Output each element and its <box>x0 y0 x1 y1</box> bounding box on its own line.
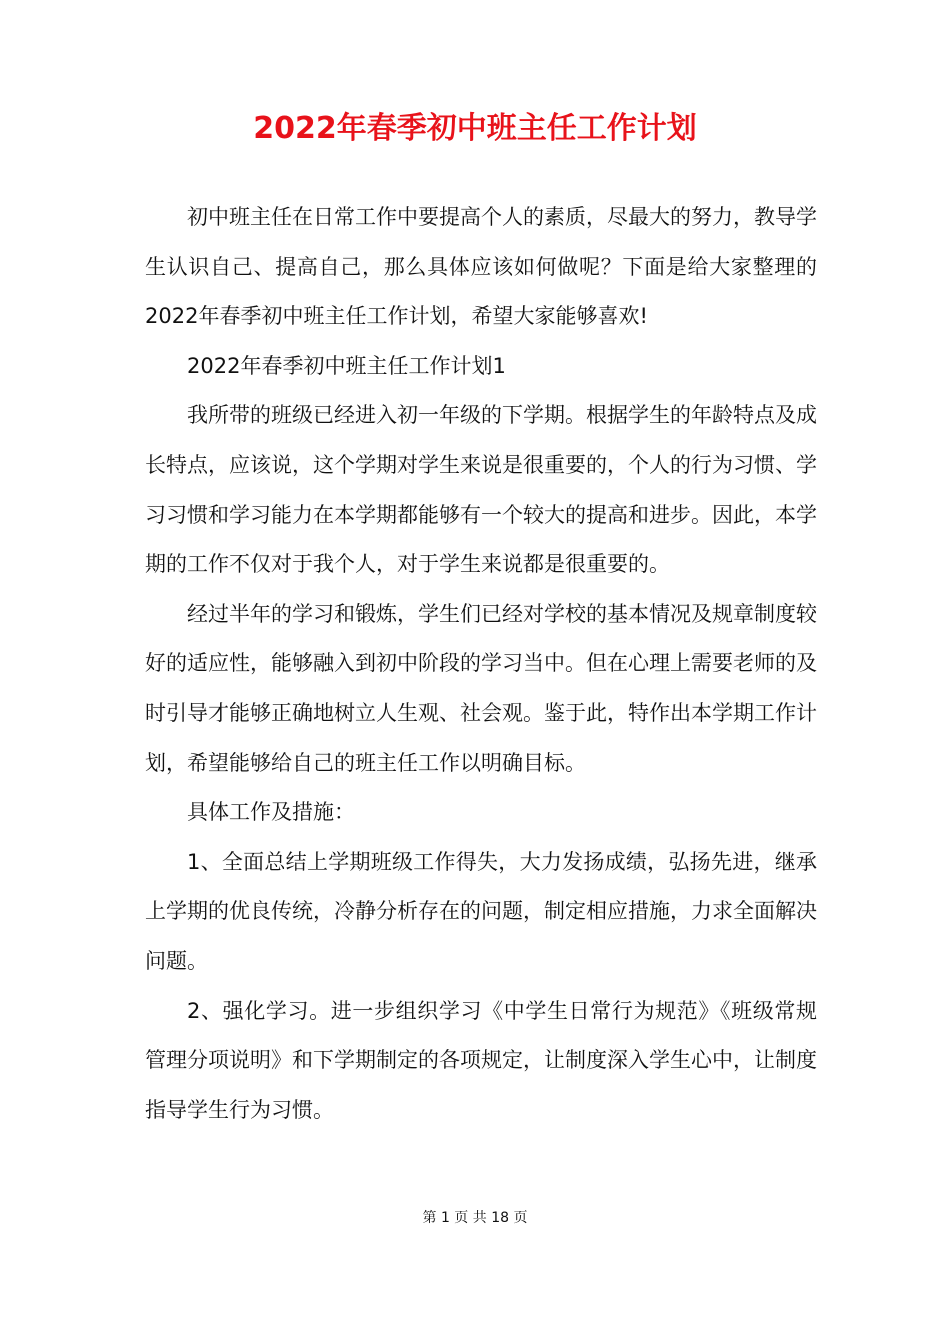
list-item: 1、全面总结上学期班级工作得失，大力发扬成绩，弘扬先进，继承上学期的优良传统，冷静分析存在的问题，制定相应措施，力求全面解决问题。 <box>145 849 817 973</box>
page-number-footer: 第 1 页 共 18 页 <box>422 1210 528 1226</box>
measures-heading: 具体工作及措施： <box>187 800 355 825</box>
section-heading: 2022年春季初中班主任工作计划1 <box>187 353 506 378</box>
body-paragraph: 我所带的班级已经进入初一年级的下学期。根据学生的年龄特点及成长特点，应该说，这个学期对学生来说是很重要的，个人的行为习惯、学习习惯和学习能力在本学期都能够有一个较大的提高和进步。因此，本学期的工作不仅对于我个人，对于学生来说都是很重要的。 <box>145 403 817 577</box>
list-item: 2、强化学习。进一步组织学习《中学生日常行为规范》《班级常规管理分项说明》和下学期制定的各项规定，让制度深入学生心中，让制度指导学生行为习惯。 <box>145 998 817 1122</box>
document-body <box>145 193 817 1135</box>
body-paragraph: 经过半年的学习和锻炼，学生们已经对学校的基本情况及规章制度较好的适应性，能够融入到初中阶段的学习当中。但在心理上需要老师的及时引导才能够正确地树立人生观、社会观。鉴于此，特作出本学期工作计划，希望能够给自己的班主任工作以明确目标。 <box>145 601 817 775</box>
document-title: 2022年春季初中班主任工作计划 <box>253 111 697 146</box>
intro-paragraph: 初中班主任在日常工作中要提高个人的素质，尽最大的努力，教导学生认识自己、提高自己，那么具体应该如何做呢？下面是给大家整理的2022年春季初中班主任工作计划，希望大家能够喜欢! <box>145 205 817 329</box>
